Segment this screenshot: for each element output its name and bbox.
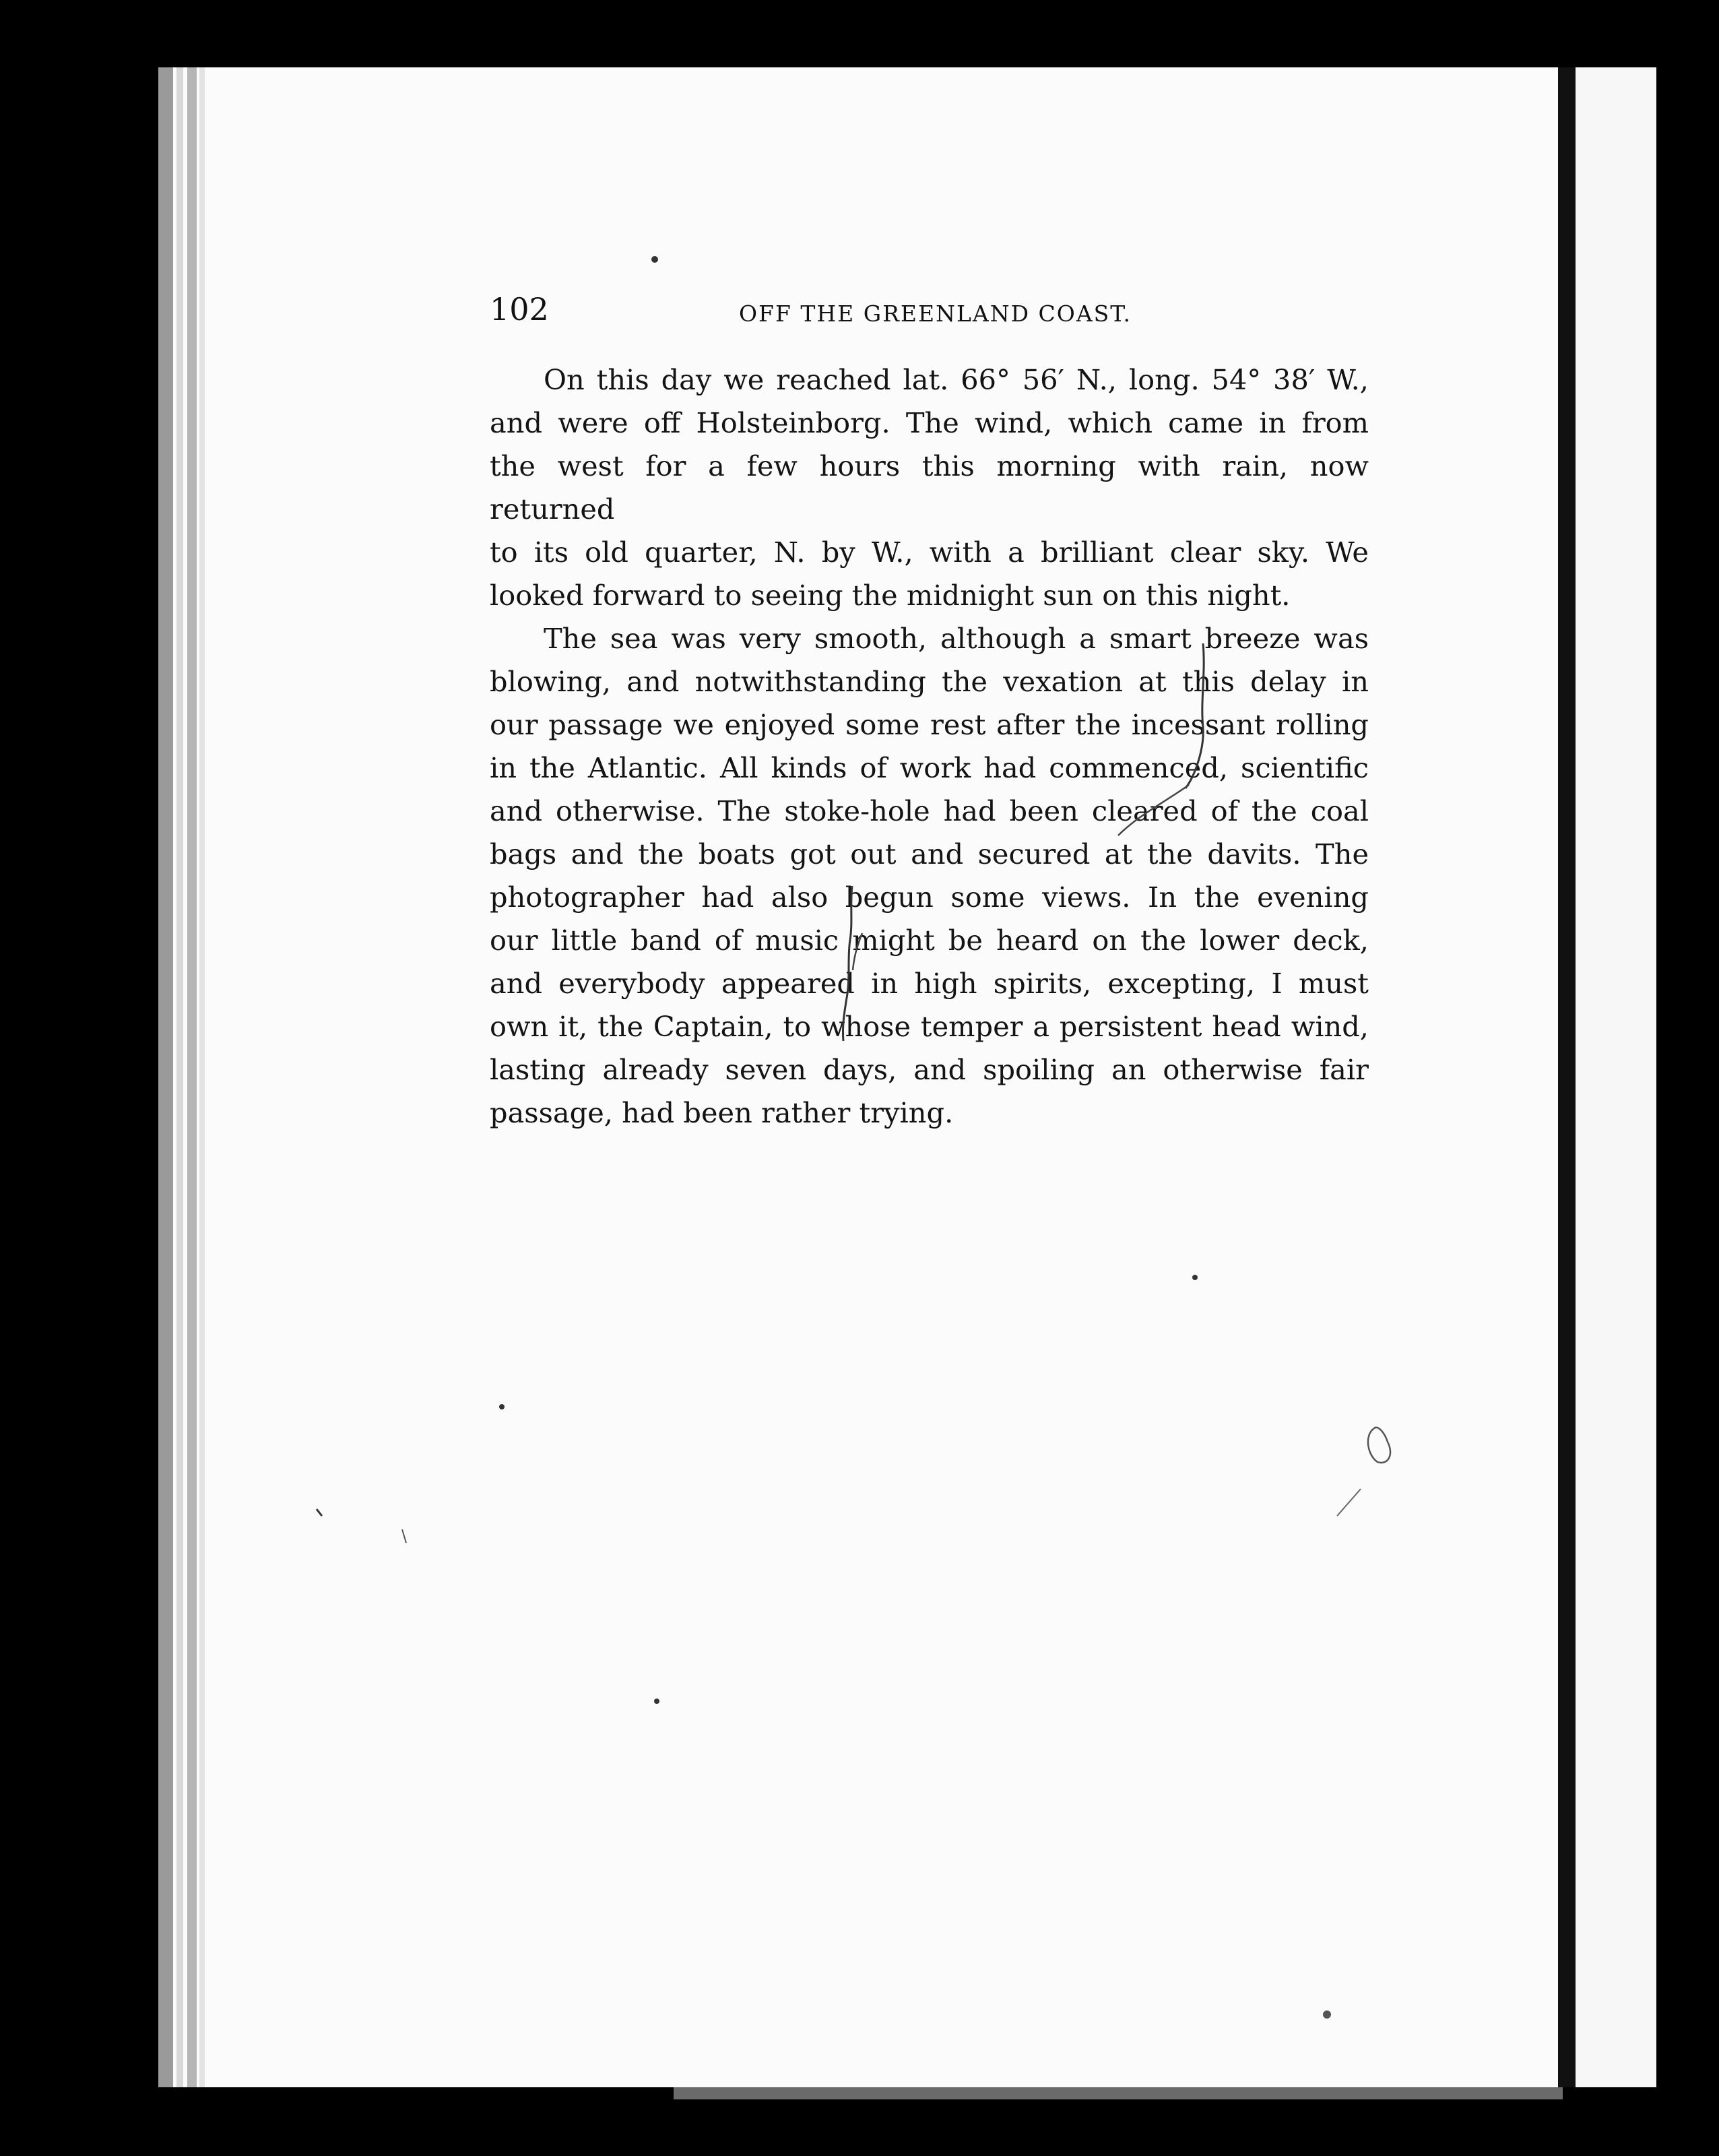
text-line: looked forward to seeing the midnight sun on this night.	[490, 579, 1291, 612]
text-line: photographer had also begun some views. In the evening	[490, 881, 1369, 914]
text-line: passage, had been rather trying.	[490, 1096, 954, 1129]
page-edge	[176, 67, 183, 2087]
page-edge	[187, 67, 197, 2087]
text-line: bags and the boats got out and secured at the davits. The	[490, 837, 1369, 870]
text-line: and were off Holsteinborg. The wind, which came in from	[490, 406, 1369, 439]
text-line: to its old quarter, N. by W., with a brilliant clear sky. We	[490, 536, 1369, 569]
text-line: and everybody appeared in high spirits, excepting, I must	[490, 967, 1369, 1000]
text-line: and otherwise. The stoke-hole had been cleared of the coal	[490, 794, 1369, 827]
paragraph	[490, 617, 1369, 1135]
running-head: OFF THE GREENLAND COAST.	[739, 300, 1132, 327]
facing-page-edge	[1576, 67, 1656, 2087]
text-line: the west for a few hours this morning with rain, now returned	[490, 449, 1369, 526]
page-header	[490, 291, 1365, 331]
page-number: 102	[490, 291, 549, 327]
text-line: in the Atlantic. All kinds of work had commenced, scientific	[490, 751, 1369, 784]
text-line: our passage we enjoyed some rest after the incessant rolling	[490, 708, 1369, 741]
text-line: The sea was very smooth, although a smart breeze was	[544, 622, 1369, 655]
page-bottom-shadow	[674, 2087, 1563, 2099]
body-text	[490, 358, 1369, 1135]
text-line: lasting already seven days, and spoiling an otherwise fair	[490, 1053, 1369, 1086]
text-line: own it, the Captain, to whose temper a persistent head wind,	[490, 1010, 1369, 1043]
page-edge	[199, 67, 205, 2087]
text-line: our little band of music might be heard on the lower deck,	[490, 924, 1369, 957]
text-line: blowing, and notwithstanding the vexation at this delay in	[490, 665, 1369, 698]
text-line: On this day we reached lat. 66° 56′ N., long. 54° 38′ W.,	[544, 363, 1369, 396]
paragraph	[490, 358, 1369, 617]
page-edge	[158, 67, 173, 2087]
binding-gutter	[1558, 67, 1576, 2087]
